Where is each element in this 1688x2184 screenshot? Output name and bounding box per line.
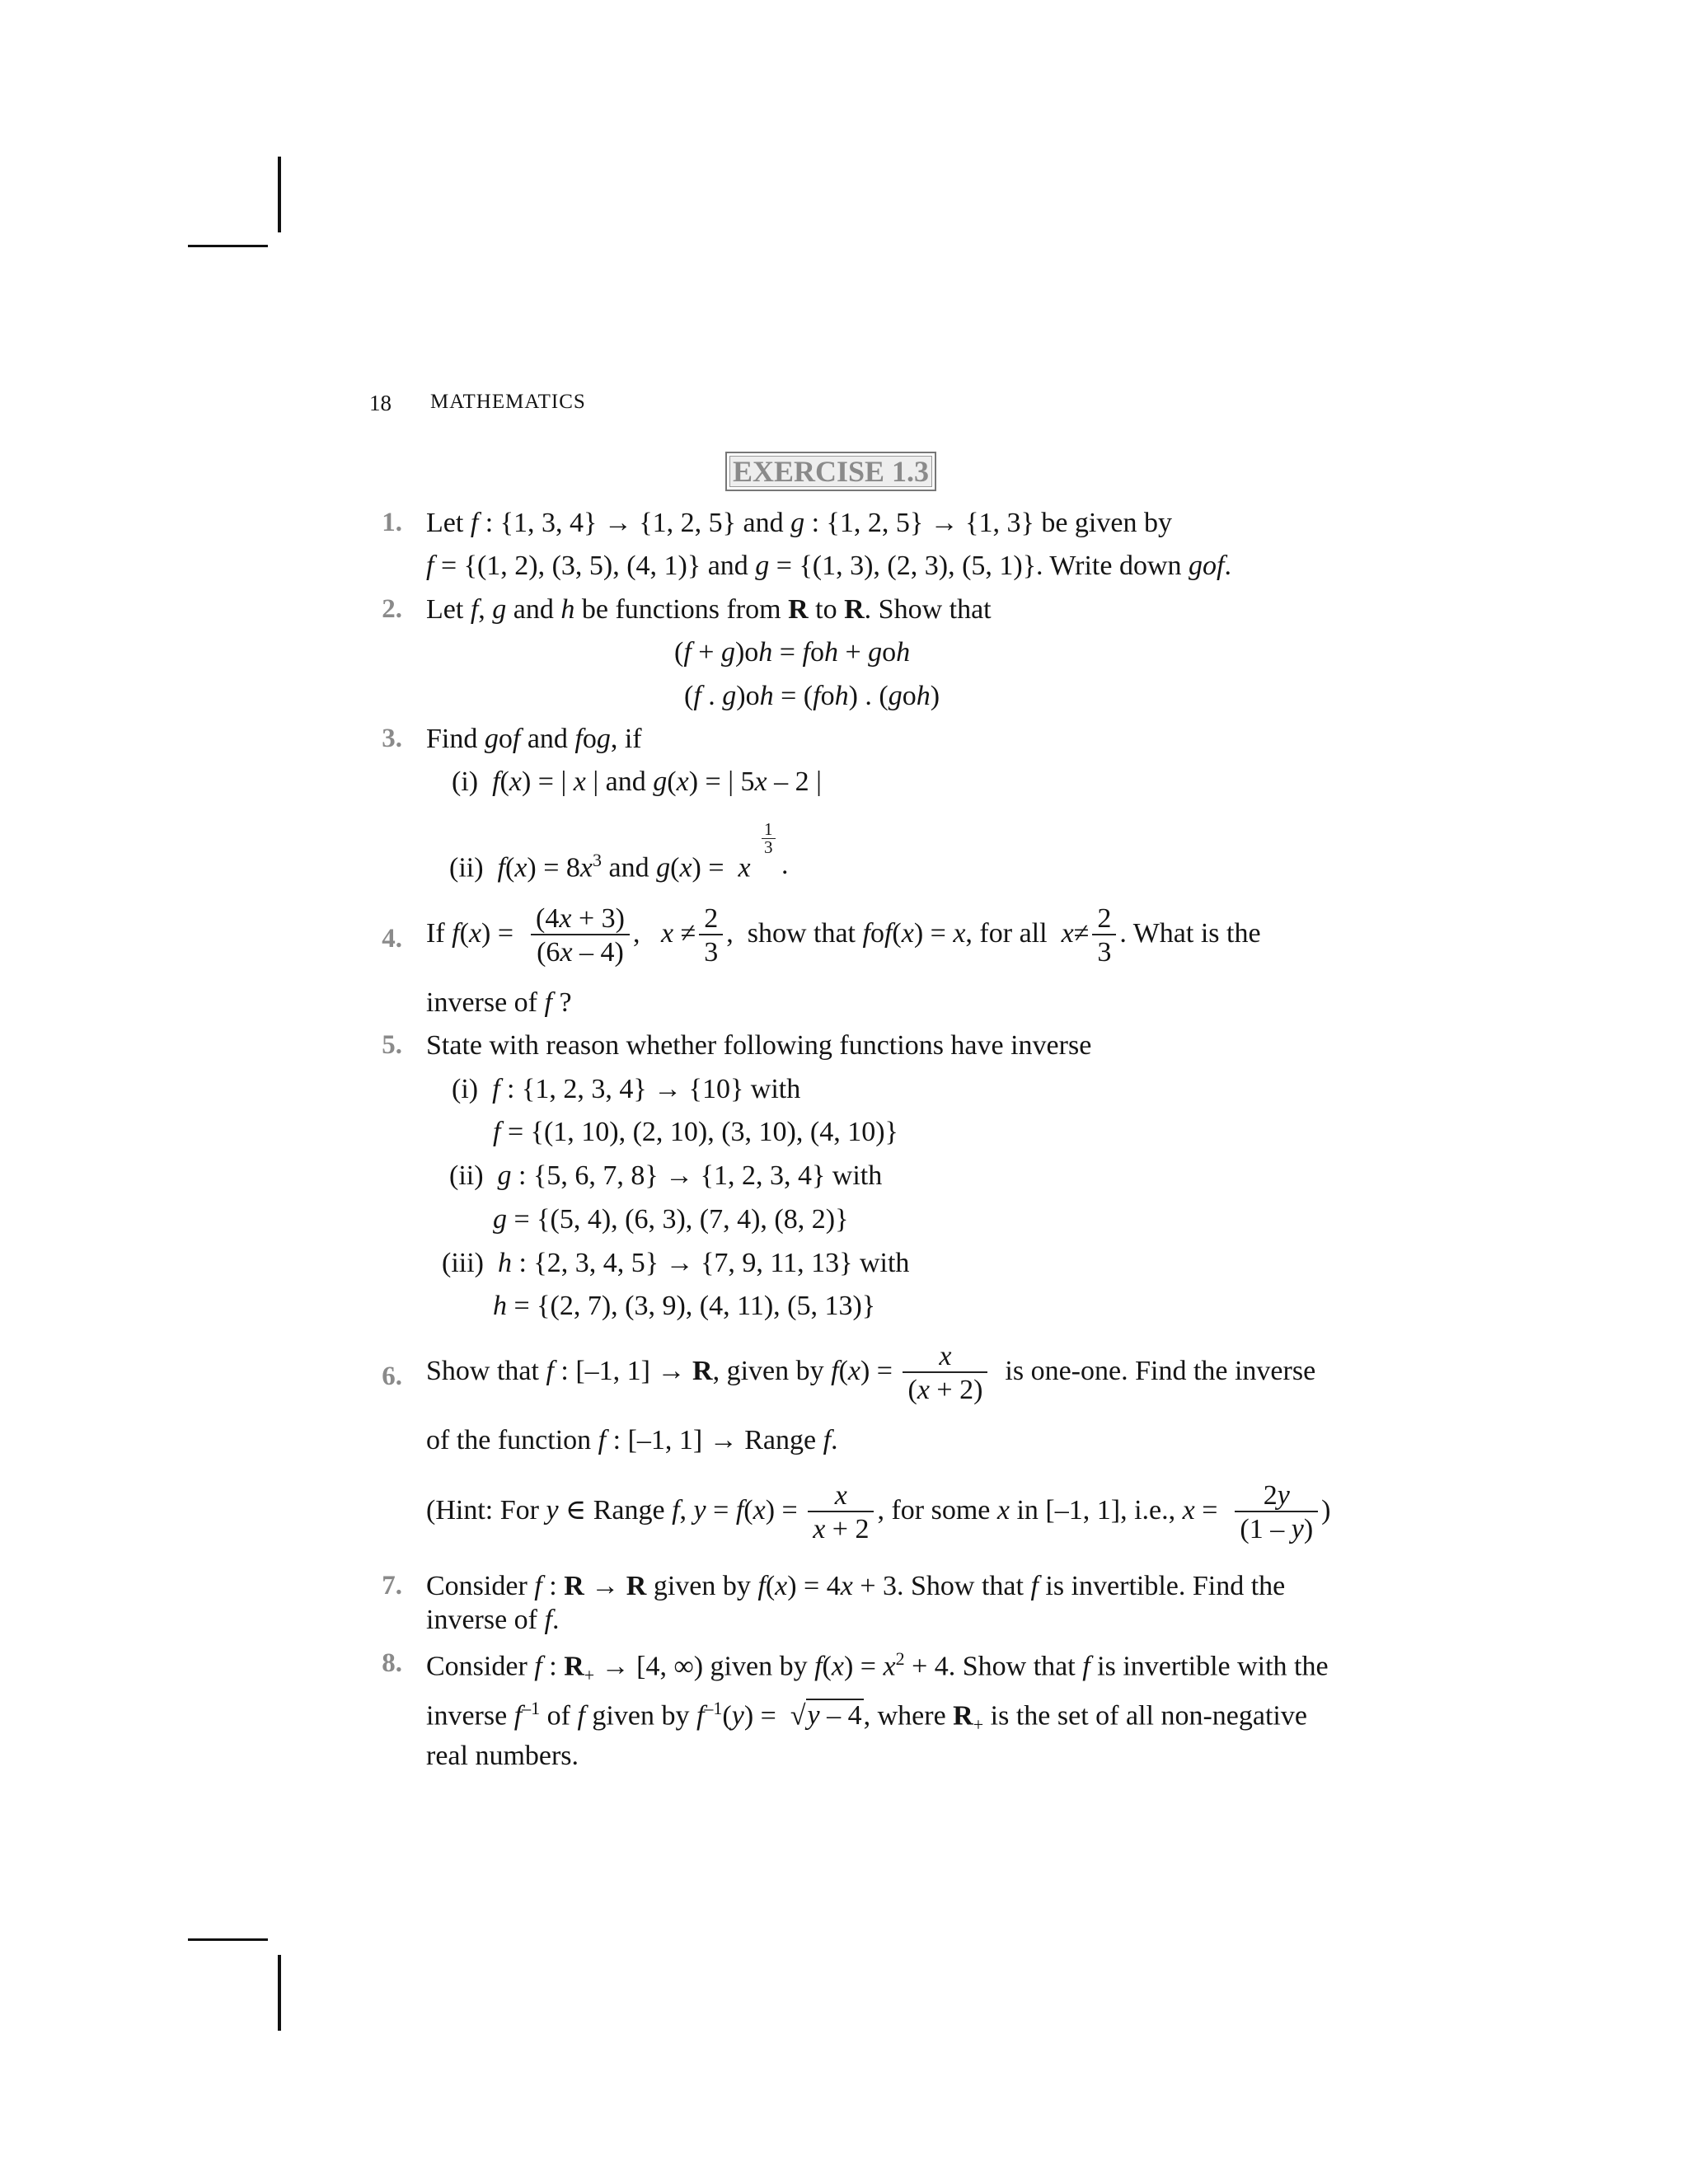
question-number: 7. [382,1571,402,1601]
question-text: inverse of f ? [426,987,572,1018]
question-text: Let f, g and h be functions from R to R. Show that [426,594,992,625]
sub-question: g = {(5, 4), (6, 3), (7, 4), (8, 2)} [493,1204,849,1235]
question-text: State with reason whether following functions have inverse [426,1030,1092,1061]
sub-question: f = {(1, 10), (2, 10), (3, 10), (4, 10)} [493,1117,898,1147]
question-text: Find gof and fog, if [426,724,642,754]
sub-question: (i) f : {1, 2, 3, 4} → {10} with [452,1074,801,1104]
page-number: 18 [369,391,392,415]
hint-text: (Hint: For y ∈ Range f, y = f(x) = $\frac{x}{x + 2}$ , for some x in [–1, 1], i.e., x = $\frac{2y}{(1 - y)}$ ) [426,1480,1331,1545]
question-text: inverse $f^{-1}$ of f given by $f^{-1}(y) = √y - 4$, where $R_+$ is the set of all non-negative [426,1698,1307,1736]
crop-mark-bottom-horizontal [188,1938,268,1941]
equation: (f + g)oh = foh + goh [674,637,911,668]
question-text: real numbers. [426,1741,579,1771]
question-number: 2. [382,594,402,624]
question-number: 6. [382,1361,402,1391]
sub-question: (iii) h : {2, 3, 4, 5} → {7, 9, 11, 13} with [442,1248,910,1278]
question-number: 3. [382,724,402,753]
question-text: Consider f : R → R given by f(x) = 4x + 3. Show that f is invertible. Find the [426,1571,1286,1601]
question-text: of the function f : [–1, 1] → Range f. [426,1425,838,1455]
sub-question: (ii) $f(x) = 8x^3$ and g(x) = x [449,850,751,883]
sub-question: (i) f(x) = | x | and g(x) = | 5x – 2 | [452,766,822,797]
exercise-title: EXERCISE 1.3 [725,452,936,491]
sub-question: (ii) g : {5, 6, 7, 8} → {1, 2, 3, 4} with [449,1160,883,1191]
question-number: 5. [382,1030,402,1060]
crop-mark-bottom-vertical [278,1955,281,2031]
question-number: 1. [382,508,402,537]
question-text: f = {(1, 2), (3, 5), (4, 1)} and g = {(1, 3), (2, 3), (5, 1)}. Write down gof. [426,551,1231,581]
punctuation: . [781,850,789,880]
crop-mark-top-vertical [278,157,281,232]
question-number: 4. [382,924,402,954]
question-text: Let f : {1, 3, 4} → {1, 2, 5} and g : {1, 2, 5} → {1, 3} be given by [426,508,1172,538]
equation: (f . g)oh = (foh) . (goh) [684,681,940,711]
question-text: inverse of f. [426,1605,560,1635]
question-text: Consider f : $R_+ \to [4$, ∞) given by $f(x) = x^2 + 4$. Show that f is invertible with the [426,1648,1329,1686]
crop-mark-top-horizontal [188,245,268,247]
running-title: MATHEMATICS [430,391,586,413]
exponent-fraction: 1 3 [762,821,776,856]
question-text: If f(x) = $\frac{(4x + 3)}{(6x - 4)}$ , x ≠ $\frac{2}{3}$ , show that fof(x) = x, for all x≠ $\frac{2}{3}$ . What is the [426,903,1261,968]
question-text: Show that f : [–1, 1] → R, given by f(x) = $\frac{x}{(x + 2)}$ is one-one. Find the inverse [426,1341,1316,1406]
sub-question: h = {(2, 7), (3, 9), (4, 11), (5, 13)} [493,1291,876,1321]
question-number: 8. [382,1648,402,1678]
